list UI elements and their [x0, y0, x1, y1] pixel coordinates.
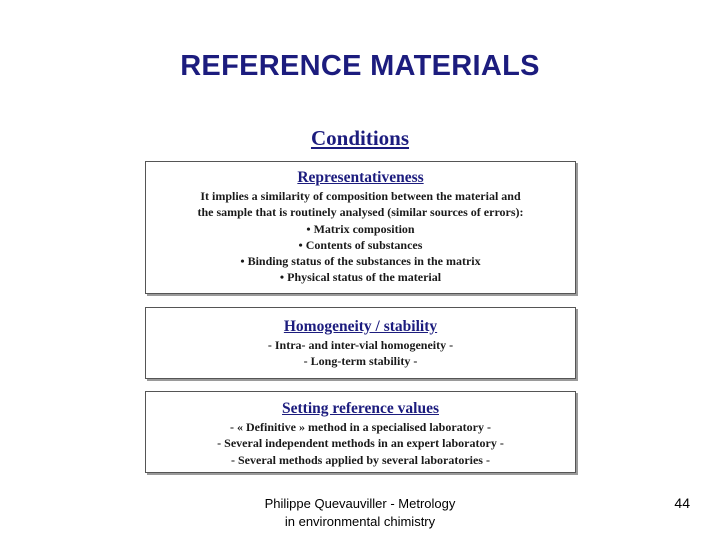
representativeness-box [145, 161, 576, 294]
footer-credit-line: Philippe Quevauviller - Metrology [264, 496, 456, 511]
bullet-item: • Contents of substances [298, 237, 423, 252]
page-number: 44 [674, 495, 690, 511]
homogeneity-box [145, 307, 576, 379]
homogeneity-item: - Intra- and inter-vial homogeneity - [267, 338, 454, 352]
footer-credit [200, 495, 520, 531]
setting-item: - Several independent methods in an expert laboratory - [217, 436, 504, 451]
setting-reference-values-heading: Setting reference values [282, 400, 439, 417]
representativeness-text-line: the sample that is routinely analysed (similar sources of errors): [197, 205, 524, 220]
representativeness-text-line: It implies a similarity of composition between the material and [200, 189, 521, 203]
setting-reference-values-box [145, 391, 576, 473]
homogeneity-item: - Long-term stability - [303, 354, 418, 369]
bullet-item: • Binding status of the substances in the matrix [240, 254, 481, 269]
section-title: Conditions [310, 126, 410, 150]
bullet-item: • Physical status of the material [279, 270, 442, 285]
setting-item: - Several methods applied by several laboratories - [231, 452, 490, 467]
setting-item: - « Definitive » method in a specialised laboratory - [230, 420, 491, 434]
slide-title: REFERENCE MATERIALS [180, 50, 540, 82]
representativeness-heading: Representativeness [297, 169, 424, 186]
homogeneity-heading: Homogeneity / stability [283, 318, 438, 335]
footer-credit-line: in environmental chimistry [284, 514, 436, 529]
bullet-item: • Matrix composition [306, 221, 415, 236]
